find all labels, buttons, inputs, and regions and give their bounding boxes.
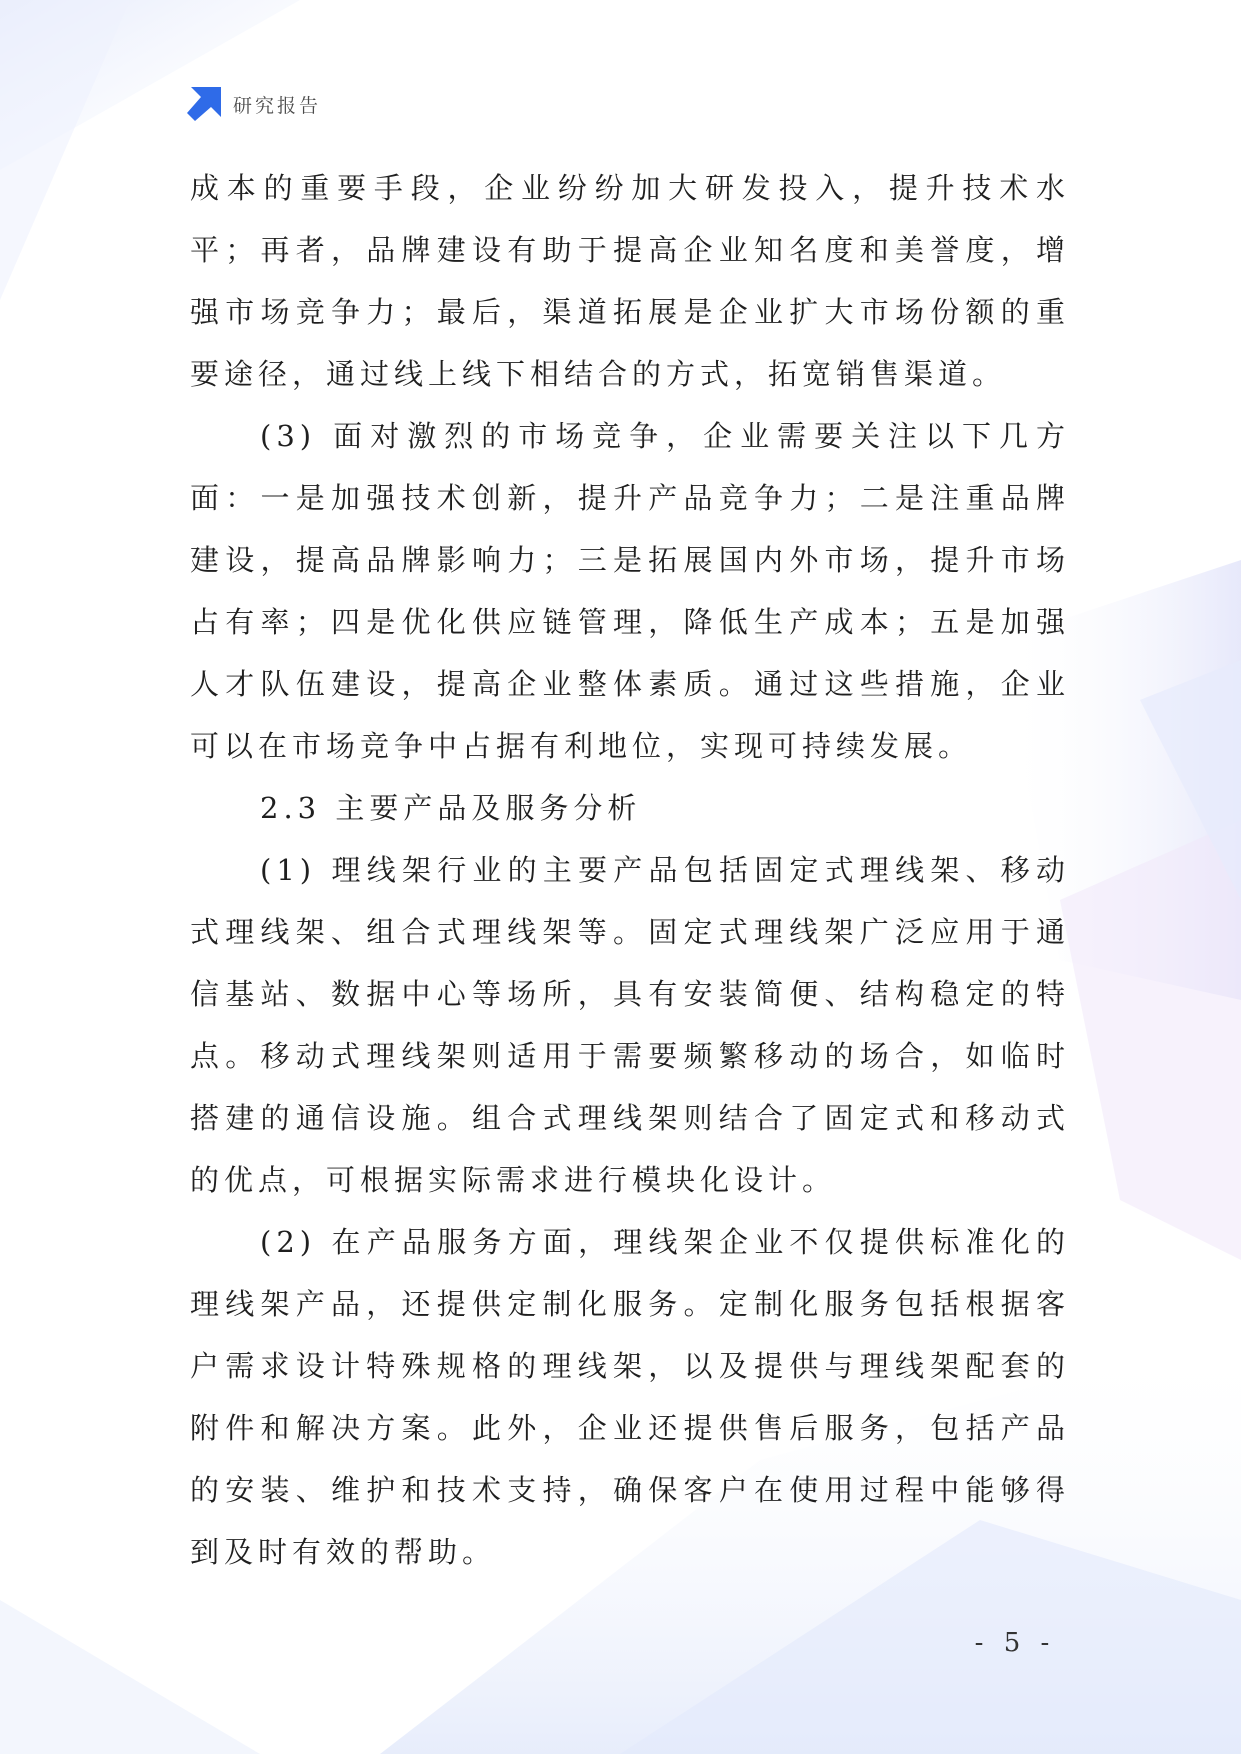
page-number: - 5 - <box>974 1628 1056 1658</box>
section-heading: 2.3 主要产品及服务分析 <box>260 791 642 825</box>
report-header <box>187 86 321 122</box>
paragraph-competition-measures: (3) 面对激烈的市场竞争，企业需要关注以下几方面：一是加强技术创新，提升产品竞争力；二是注重品牌建设，提高品牌影响力；三是拓展国内外市场，提升市场占有率；四是优化供应链管理，降低生产成本；五是加强人才队伍建设，提高企业整体素质。通过这些措施，企业可以在市场竞争中占据有利地位，实现可持续发展。 <box>190 419 1070 763</box>
arrow-up-right-icon <box>187 87 221 121</box>
paragraph-product-services: (2) 在产品服务方面，理线架企业不仅提供标准化的理线架产品，还提供定制化服务。定制化服务包括根据客户需求设计特殊规格的理线架，以及提供与理线架配套的附件和解决方案。此外，企业还提供售后服务，包括产品的安装、维护和技术支持，确保客户在使用过程中能够得到及时有效的帮助。 <box>190 1225 1070 1569</box>
paragraph-competition-strategies: 成本的重要手段，企业纷纷加大研发投入，提升技术水平；再者，品牌建设有助于提高企业知名度和美誉度，增强市场竞争力；最后，渠道拓展是企业扩大市场份额的重要途径，通过线上线下相结合的方式，拓宽销售渠道。 <box>190 171 1070 391</box>
paragraph-main-products: (1) 理线架行业的主要产品包括固定式理线架、移动式理线架、组合式理线架等。固定式理线架广泛应用于通信基站、数据中心等场所，具有安装简便、结构稳定的特点。移动式理线架则适用于需要频繁移动的场合，如临时搭建的通信设施。组合式理线架则结合了固定式和移动式的优点，可根据实际需求进行模块化设计。 <box>190 853 1070 1197</box>
report-title: 研究报告 <box>233 94 322 117</box>
report-body <box>190 157 1070 1583</box>
